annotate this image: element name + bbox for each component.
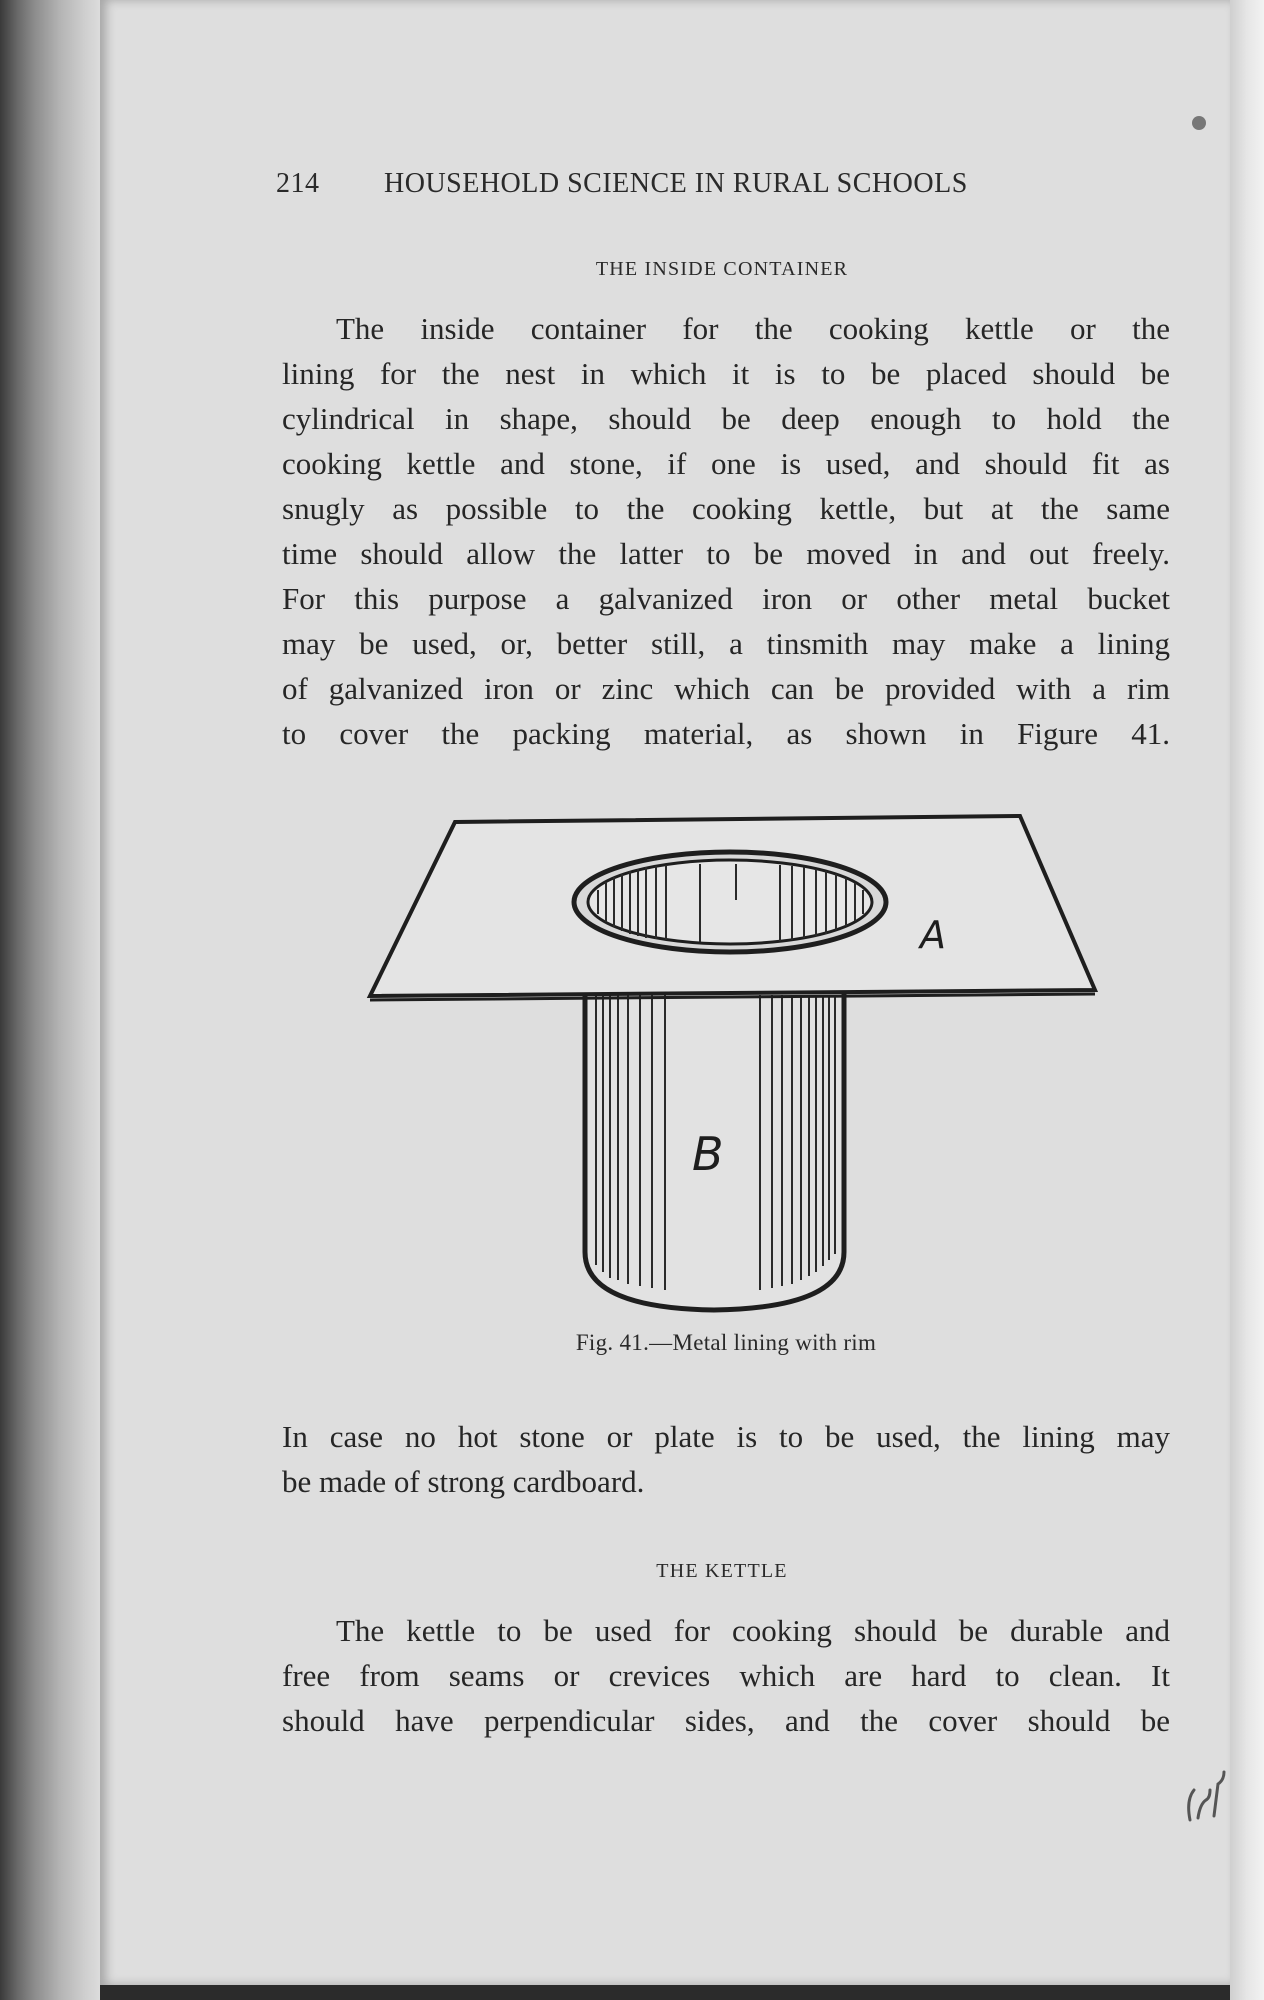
- text-line: cooking kettle and stone, if one is used, and should fit as: [282, 446, 1170, 481]
- ink-spot: [1192, 116, 1206, 130]
- text-line: should have perpendicular sides, and the cover should be: [282, 1703, 1170, 1738]
- figure-caption-text: —Metal lining with rim: [649, 1330, 877, 1355]
- text-line: to cover the packing material, as shown in Figure 41.: [282, 716, 1170, 751]
- figure-metal-lining: [360, 810, 1100, 1320]
- text-line: be made of strong cardboard.: [282, 1464, 645, 1499]
- text-line: snugly as possible to the cooking kettle, but at the same: [282, 491, 1170, 526]
- text-line: The inside container for the cooking kettle or the: [336, 311, 1170, 346]
- rim-sheet: [370, 816, 1095, 1000]
- paragraph-cardboard: [282, 1414, 1170, 1504]
- text-line: The kettle to be used for cooking should be durable and: [336, 1613, 1170, 1648]
- text-line: For this purpose a galvanized iron or other metal bucket: [282, 581, 1170, 616]
- text-line: may be used, or, better still, a tinsmith may make a lining: [282, 626, 1170, 661]
- figure-label-b: B: [692, 1127, 724, 1181]
- running-head: [276, 168, 1066, 208]
- section-heading-inside-container: THE INSIDE CONTAINER: [595, 258, 849, 280]
- cylinder-lining: [585, 992, 844, 1310]
- figure-caption: [282, 1330, 1170, 1356]
- section-heading-kettle: THE KETTLE: [656, 1560, 788, 1582]
- book-page-stack-edge: [0, 0, 100, 2000]
- text-line: time should allow the latter to be moved in and out freely.: [282, 536, 1170, 571]
- figure-label-a: A: [920, 913, 946, 957]
- text-line: lining for the nest in which it is to be placed should be: [282, 356, 1170, 391]
- text-line: free from seams or crevices which are hard to clean. It: [282, 1658, 1170, 1693]
- paragraph-inside-container: [282, 306, 1170, 756]
- page-right-margin: [1230, 0, 1264, 2000]
- figure-number: Fig. 41.: [575, 1330, 650, 1355]
- handwritten-pencil-mark: [1180, 1760, 1230, 1830]
- running-title: HOUSEHOLD SCIENCE IN RURAL SCHOOLS: [384, 168, 968, 199]
- page-number: 214: [276, 168, 320, 199]
- paragraph-kettle: [282, 1608, 1170, 1743]
- text-line: cylindrical in shape, should be deep enough to hold the: [282, 401, 1170, 436]
- text-line: In case no hot stone or plate is to be used, the lining may: [282, 1419, 1170, 1454]
- text-line: of galvanized iron or zinc which can be provided with a rim: [282, 671, 1170, 706]
